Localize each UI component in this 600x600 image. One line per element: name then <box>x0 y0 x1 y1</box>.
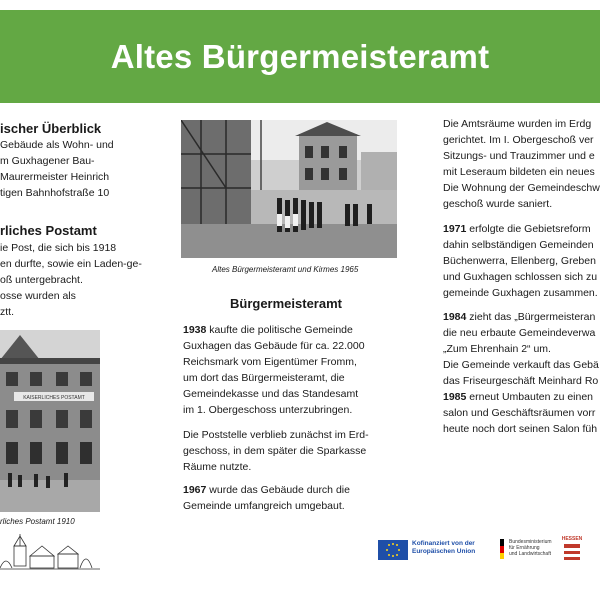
kirmes-photo-caption: Altes Bürgermeisteramt und Kirmes 1965 <box>212 265 359 274</box>
village-sketch-illustration <box>0 532 100 572</box>
postamt-photo-caption: rliches Postamt 1910 <box>0 517 75 526</box>
paragraph-1985: 1985 erneut Umbauten zu einen salon und Geschäftsräumen vorr heute noch dort seinen Salon füh <box>443 391 598 435</box>
paragraph-1984: 1984 zieht das „Bürgermeisteran die neu erbaute Gemeindeverwa „Zum Ehrenhain 2“ um. Die Gemeinde verkauft das Gebä das Friseurgeschäft Meinhard Ro <box>443 311 599 387</box>
ministry-text: Bundesministerium für Ernährung und Landwirtschaft <box>509 539 552 557</box>
section-heading-overview: ischer Überblick <box>0 121 102 136</box>
hessen-lion-icon <box>561 542 583 562</box>
paragraph-1967: 1967 wurde das Gebäude durch die Gemeinde umfangreich umgebaut. <box>183 484 350 512</box>
section-heading-buergermeisteramt: Bürgermeisteramt <box>230 296 342 311</box>
paragraph-amtsraeume: Die Amtsräume wurden im Erdg gerichtet. Im I. Obergeschoß ver Sitzungs- und Trauzimmer und e mit Leseraum bildeten ein neues Die Wohnung der Gemeindeschw geschoß wurde saniert. <box>443 118 600 210</box>
postamt-sign: KAISERLICHES POSTAMT <box>23 395 85 401</box>
paragraph-poststelle: Die Poststelle verblieb zunächst im Erd- geschoss, in dem später die Sparkasse Räume nutzte. <box>183 429 369 473</box>
postamt-paragraph: ie Post, die sich bis 1918 en durfte, sowie ein Laden-ge- oß untergebracht. osse wurden als ztt. <box>0 242 142 318</box>
postamt-1910-photo <box>0 330 100 512</box>
hessen-logo: HESSEN <box>561 536 583 564</box>
overview-paragraph: Gebäude als Wohn- und m Guxhagener Bau- Maurermeister Heinrich tigen Bahnhofstraße 10 <box>0 139 114 199</box>
eu-flag-icon <box>378 540 408 560</box>
kirmes-1965-photo <box>181 120 397 258</box>
eu-funding-text: Kofinanziert von der Europäischen Union <box>412 540 476 555</box>
page-title: Altes Bürgermeisteramt <box>110 38 490 75</box>
paragraph-1938: 1938 kaufte die politische Gemeinde Guxhagen das Gebäude für ca. 22.000 Reichsmark vom Eigentümer Fromm, um dort das Bürgermeisteramt, die Gemeindekasse und das Standesamt im 1. Obergeschoss unterzubringen. <box>183 324 365 416</box>
german-flag-icon <box>500 539 504 559</box>
paragraph-1971: 1971 erfolgte die Gebietsreform dahin selbständigen Gemeinden Büchenwerra, Ellenberg, Greben und Guxhagen schlossen sich zu gemeinde Guxhagen zusammen. <box>443 223 598 299</box>
section-heading-postamt: rliches Postamt <box>0 223 97 238</box>
